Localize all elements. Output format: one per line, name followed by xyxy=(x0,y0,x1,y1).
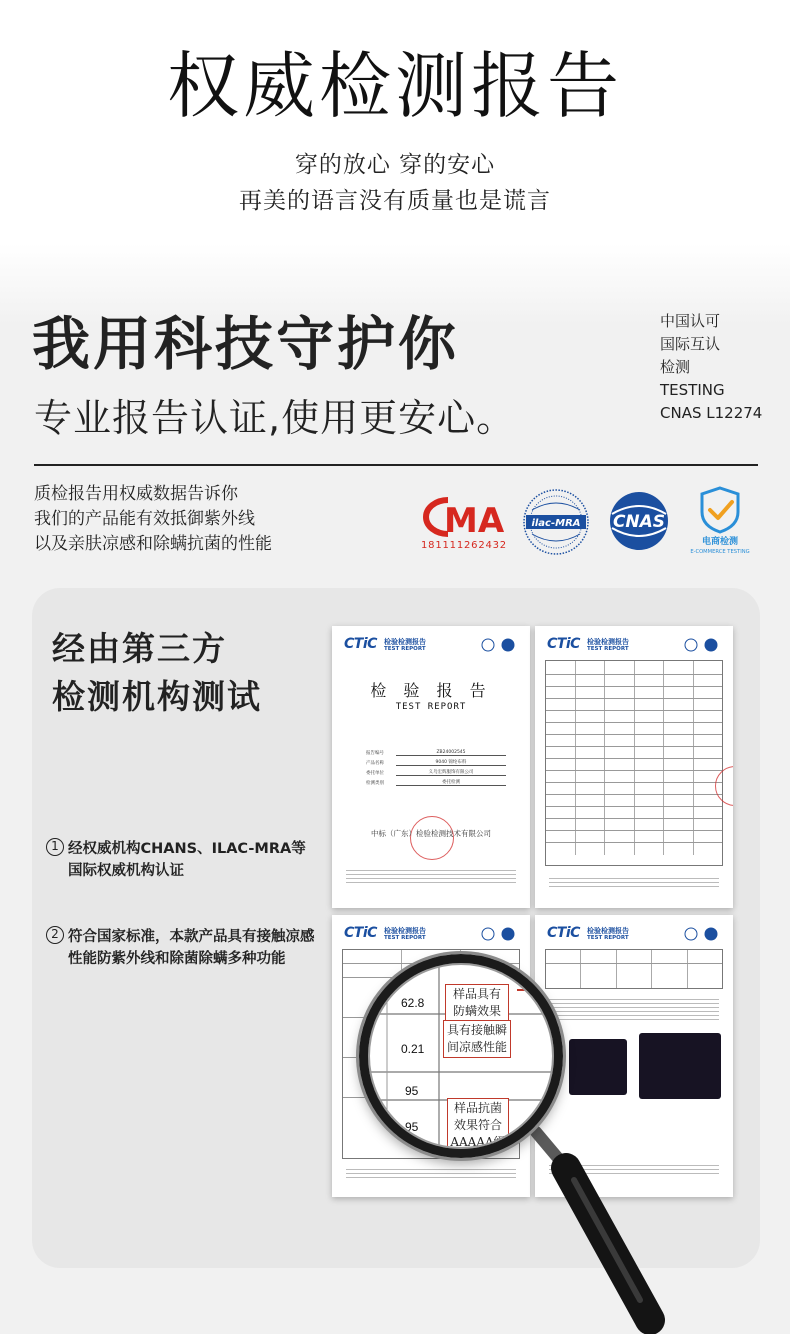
subtitle-line-1: 穿的放心 穿的安心 xyxy=(294,152,496,178)
fabric-sample-photo xyxy=(639,1033,721,1099)
mini-badges-icon xyxy=(480,638,520,652)
cert-note: CNAS L12274 xyxy=(660,404,763,422)
report-header xyxy=(344,925,520,945)
magnified-note: 样品抗菌效果符合AAAAA级 xyxy=(447,1098,509,1150)
certification-notes xyxy=(660,310,762,425)
photo-page-notes xyxy=(549,999,719,1023)
testing-point xyxy=(46,838,316,882)
ctc-brand: CTiC xyxy=(344,925,377,941)
cover-field: 检测类别 委托检测 xyxy=(366,776,506,786)
point-text: 经权威机构CHANS、ILAC-MRA等国际权威机构认证 xyxy=(68,841,306,879)
point-text: 符合国家标准，本款产品具有接触凉感性能防紫外线和除菌除螨多种功能 xyxy=(68,929,315,967)
ctc-brand: CTiC xyxy=(547,925,580,941)
ctc-brand-en: TEST REPORT xyxy=(587,646,629,652)
report-functional-page xyxy=(332,915,530,1197)
ec-label-cn: 电商检测 xyxy=(701,537,739,547)
cover-title: 检 验 报 告 xyxy=(370,681,492,700)
magnified-value: 62.8 xyxy=(401,996,425,1010)
ctc-brand-cn: 检验检测报告 xyxy=(587,927,629,935)
photo-page-table xyxy=(545,949,723,989)
cover-field: 委托单位 义乌宏辉服饰有限公司 xyxy=(366,766,506,776)
report-cover xyxy=(332,626,530,908)
ctc-brand-cn: 检验检测报告 xyxy=(384,638,426,646)
magnified-value: 0.21 xyxy=(401,1042,425,1056)
report-photo-page xyxy=(535,915,733,1197)
ilac-mra-logo xyxy=(522,488,590,556)
functional-footnotes xyxy=(346,1169,516,1181)
ilac-text: ilac-MRA xyxy=(531,518,581,529)
ctc-brand-cn: 检验检测报告 xyxy=(384,927,426,935)
cma-number: 181111262432 xyxy=(421,540,507,551)
ctc-brand: CTiC xyxy=(344,636,377,652)
cover-footnotes xyxy=(346,870,516,886)
ctc-brand-en: TEST REPORT xyxy=(384,935,426,941)
ec-label-en: E-COMMERCE TESTING xyxy=(690,549,750,555)
cert-note: 检测 xyxy=(660,358,691,376)
fabric-sample-photo xyxy=(569,1039,627,1095)
cover-field: 报告编号 ZB24002545 xyxy=(366,746,506,756)
cnas-logo xyxy=(600,490,678,552)
report-results-page xyxy=(535,626,733,908)
slogan-subtitle: 专业报告认证,使用更安心。 xyxy=(34,396,516,440)
cover-organization: 中标（广东）检验检测技术有限公司 xyxy=(371,829,491,838)
divider xyxy=(34,464,758,466)
magnified-note: 样品具有防螨效果 xyxy=(445,984,509,1022)
description xyxy=(34,482,272,557)
point-number: 2 xyxy=(46,926,64,944)
description-line: 质检报告用权威数据告诉你 xyxy=(34,484,238,504)
report-header xyxy=(547,925,723,945)
cert-note: 中国认可 xyxy=(660,312,721,330)
description-line: 以及亲肤凉感和除螨抗菌的性能 xyxy=(34,534,272,554)
mini-badges-icon xyxy=(480,927,520,941)
results-footnotes xyxy=(549,878,719,890)
ecommerce-testing-logo xyxy=(684,486,756,556)
photo-page-footnotes xyxy=(549,1165,719,1177)
testing-title-line-2: 检测机构测试 xyxy=(52,677,262,716)
cma-text: MA xyxy=(444,501,505,541)
magnified-value: 95 xyxy=(405,1120,419,1134)
results-table xyxy=(545,660,723,866)
report-header xyxy=(344,636,520,656)
subtitle-line-2: 再美的语言没有质量也是谎言 xyxy=(239,188,551,214)
cover-fields xyxy=(366,746,506,786)
testing-title-line-1: 经由第三方 xyxy=(52,629,227,668)
magnified-value: 95 xyxy=(405,1084,419,1098)
page-title: 权威检测报告 xyxy=(166,44,623,128)
cert-note: TESTING xyxy=(660,381,725,399)
ctc-brand: CTiC xyxy=(547,636,580,652)
slogan-title: 我用科技守护你 xyxy=(32,310,460,378)
report-header xyxy=(547,636,723,656)
magnified-note: 具有接触瞬间凉感性能 xyxy=(443,1020,511,1058)
testing-point xyxy=(46,926,316,970)
cma-logo xyxy=(414,494,514,552)
ctc-brand-en: TEST REPORT xyxy=(384,646,426,652)
cert-note: 国际互认 xyxy=(660,335,721,353)
cover-field: 产品名称 9040 锦纶布料 xyxy=(366,756,506,766)
functional-table xyxy=(342,949,520,1159)
mini-badges-icon xyxy=(683,638,723,652)
cover-subtitle: TEST REPORT xyxy=(395,702,467,712)
description-line: 我们的产品能有效抵御紫外线 xyxy=(34,509,255,529)
mini-badges-icon xyxy=(683,927,723,941)
ctc-brand-en: TEST REPORT xyxy=(587,935,629,941)
ctc-brand-cn: 检验检测报告 xyxy=(587,638,629,646)
point-number: 1 xyxy=(46,838,64,856)
cnas-text: CNAS xyxy=(612,512,666,532)
